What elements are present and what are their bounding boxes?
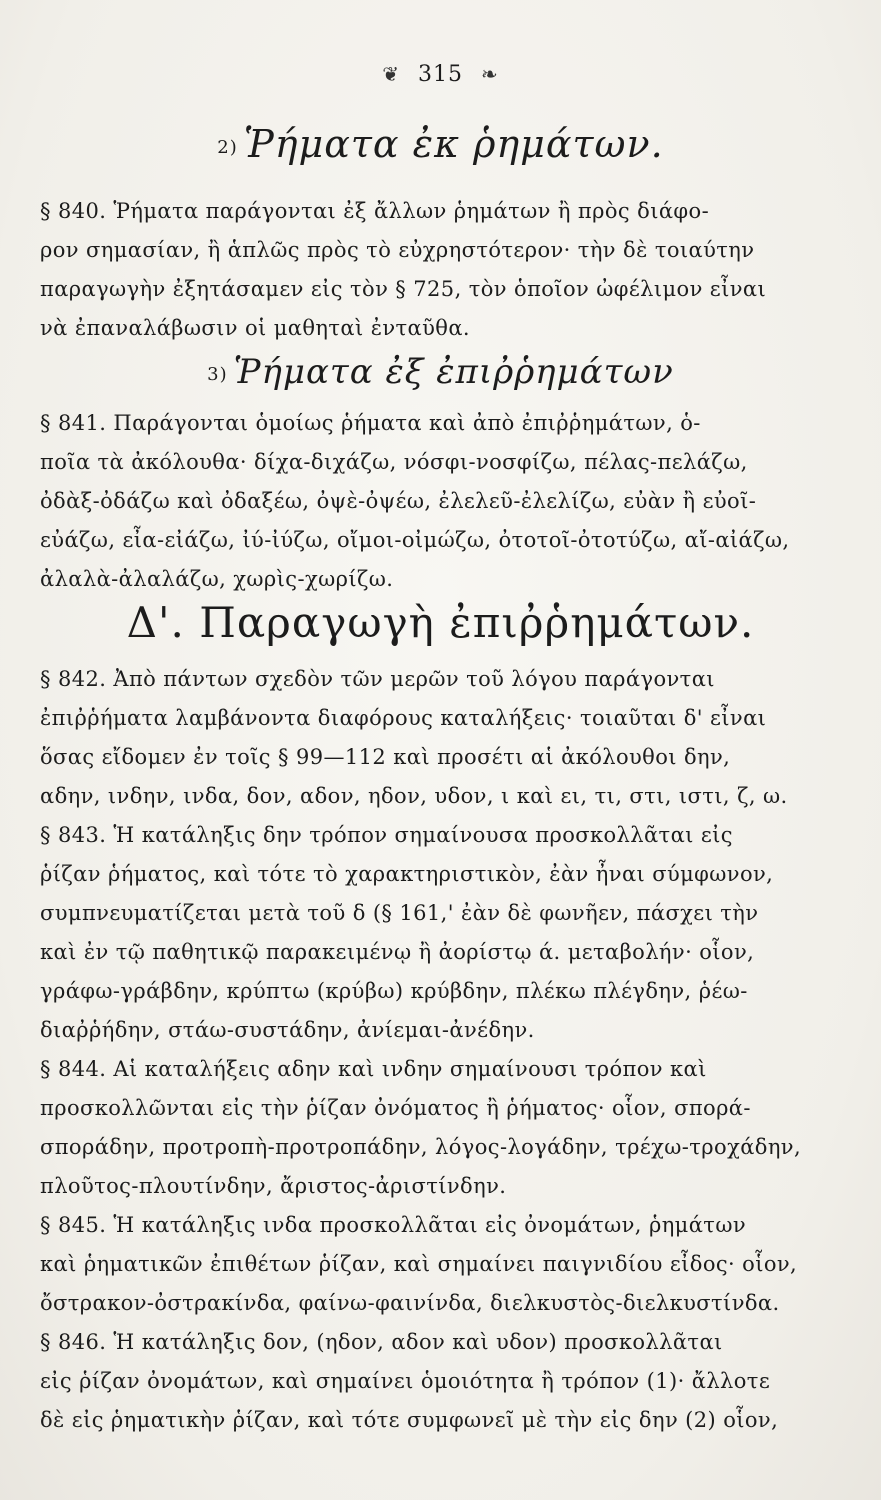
right-ornament-icon: ❧ bbox=[481, 62, 499, 86]
text-line-16: συμπνευματίζεται μετὰ τοῦ δ (§ 161,' ἐὰν δὲ φωνῆεν, πάσχει τὴν bbox=[40, 901, 759, 925]
text-line-5: § 841. Παράγονται ὁμοίως ῥήματα καὶ ἀπὸ ἐπιῤῥημάτων, ὁ- bbox=[40, 411, 701, 435]
text-line-12: ὅσας εἴδομεν ἐν τοῖς § 99—112 καὶ προσέτι αἱ ἀκόλουθοι δην, bbox=[40, 745, 731, 769]
text-line-9: ἀλαλὰ-ἀλαλάζω, χωρὶς-χωρίζω. bbox=[40, 567, 394, 591]
text-line-2: ρον σημασίαν, ἢ ἁπλῶς πρὸς τὸ εὐχρηστότερον· τὴν δὲ τοιαύτην bbox=[40, 238, 755, 262]
left-ornament-icon: ❦ bbox=[382, 62, 400, 86]
text-line-24: § 845. Ἡ κατάληξις ινδα προσκολλᾶται εἰς ὀνομάτων, ῥημάτων bbox=[40, 1213, 747, 1237]
page-header bbox=[0, 62, 881, 87]
text-line-18: γράφω-γράβδην, κρύπτω (κρύβω) κρύβδην, πλέκω πλέγδην, ῥέω- bbox=[40, 979, 748, 1003]
text-line-17: καὶ ἐν τῷ παθητικῷ παρακειμένῳ ἢ ἀορίστῳ ά. μεταβολήν· οἷον, bbox=[40, 940, 755, 964]
chapter-heading-adverb-derivation: Δ'. Παραγωγὴ ἐπιῤῥημάτων. bbox=[126, 598, 755, 647]
text-line-22: σποράδην, προτροπὴ-προτροπάδην, λόγος-λογάδην, τρέχω-τροχάδην, bbox=[40, 1135, 802, 1159]
text-line-3: παραγωγὴν ἐξητάσαμεν εἰς τὸν § 725, τὸν ὁποῖον ὠφέλιμον εἶναι bbox=[40, 277, 767, 301]
text-line-4: νὰ ἐπαναλάβωσιν οἱ μαθηταὶ ἐνταῦθα. bbox=[40, 316, 471, 340]
text-line-1: § 840. Ῥήματα παράγονται ἐξ ἄλλων ῥημάτων ἢ πρὸς διάφο- bbox=[40, 199, 710, 223]
text-line-8: εὐάζω, εἶα-εἰάζω, ἰύ-ἰύζω, οἴμοι-οἰμώζω, ὀτοτοῖ-ὀτοτύζω, αἴ-αἰάζω, bbox=[40, 528, 790, 552]
text-line-26: ὄστρακον-ὀστρακίνδα, φαίνω-φαινίνδα, διελκυστὸς-διελκυστίνδα. bbox=[40, 1291, 780, 1315]
text-line-14: § 843. Ἡ κατάληξις δην τρόπον σημαίνουσα προσκολλᾶται εἰς bbox=[40, 823, 733, 847]
text-line-10: § 842. Ἀπὸ πάντων σχεδὸν τῶν μερῶν τοῦ λόγου παράγονται bbox=[40, 667, 715, 691]
text-line-11: ἐπιῤῥήματα λαμβάνοντα διαφόρους καταλήξεις· τοιαῦται δ' εἶναι bbox=[40, 706, 767, 730]
section-heading-verbs-from-verbs: 2) Ῥήματα ἐκ ῥημάτων. bbox=[217, 122, 664, 166]
text-line-27: § 846. Ἡ κατάληξις δον, (ηδον, αδον καὶ υδον) προσκολλᾶται bbox=[40, 1330, 723, 1354]
text-line-15: ῥίζαν ῥήματος, καὶ τότε τὸ χαρακτηριστικὸν, ἐὰν ἦναι σύμφωνον, bbox=[40, 862, 774, 886]
text-line-19: διαῤῥήδην, στάω-συστάδην, ἀνίεμαι-ἀνέδην. bbox=[40, 1018, 535, 1042]
text-line-28: εἰς ῥίζαν ὀνομάτων, καὶ σημαίνει ὁμοιότητα ἢ τρόπον (1)· ἄλλοτε bbox=[40, 1369, 771, 1393]
text-line-6: ποῖα τὰ ἀκόλουθα· δίχα-διχάζω, νόσφι-νοσφίζω, πέλας-πελάζω, bbox=[40, 450, 748, 474]
text-line-23: πλοῦτος-πλουτίνδην, ἄριστος-ἀριστίνδην. bbox=[40, 1174, 507, 1198]
text-line-13: αδην, ινδην, ινδα, δον, αδον, ηδον, υδον, ι καὶ ει, τι, στι, ιστι, ζ, ω. bbox=[40, 784, 788, 808]
page-number: 315 bbox=[418, 62, 463, 87]
text-line-29: δὲ εἰς ῥηματικὴν ῥίζαν, καὶ τότε συμφωνεῖ μὲ τὴν εἰς δην (2) οἷον, bbox=[40, 1408, 779, 1432]
text-line-25: καὶ ῥηματικῶν ἐπιθέτων ῥίζαν, καὶ σημαίνει παιγνιδίου εἶδος· οἷον, bbox=[40, 1252, 798, 1276]
text-line-7: ὀδὰξ-ὀδάζω καὶ ὀδαξέω, ὀψὲ-ὀψέω, ἐλελεῦ-ἐλελίζω, εὐὰν ἢ εὐοῖ- bbox=[40, 489, 757, 513]
text-line-21: προσκολλῶνται εἰς τὴν ῥίζαν ὀνόματος ἢ ῥήματος· οἷον, σπορά- bbox=[40, 1096, 751, 1120]
text-line-20: § 844. Αἱ καταλήξεις αδην καὶ ινδην σημαίνουσι τρόπον καὶ bbox=[40, 1057, 707, 1081]
section-heading-verbs-from-adverbs: 3) Ῥήματα ἐξ ἐπιῤῥημάτων bbox=[207, 352, 674, 392]
